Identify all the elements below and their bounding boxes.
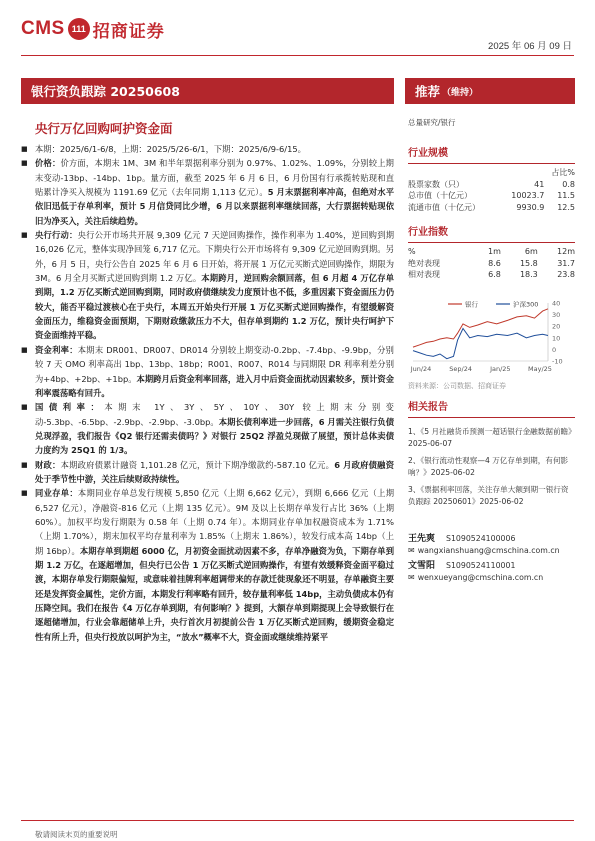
- index-header: %: [408, 247, 416, 257]
- related-report-link[interactable]: 3、《票据利率回落，关注存单大额到期一银行资负跟踪 20250601》2025-06-02: [408, 485, 569, 506]
- index-cell: 23.8: [557, 270, 575, 280]
- headline: 央行万亿回购呵护资金面: [35, 121, 173, 136]
- scale-row-pct: 11.5: [557, 191, 575, 201]
- table-row: [408, 258, 575, 270]
- analyst-email[interactable]: wangxianshuang@cmschina.com.cn: [417, 546, 560, 555]
- email-icon: ✉: [408, 546, 415, 555]
- related-reports-list: [408, 426, 575, 507]
- index-header: 6m: [524, 247, 538, 257]
- header-divider: [21, 55, 574, 56]
- industry-index-section: [408, 223, 575, 281]
- index-cell: 18.3: [519, 270, 538, 280]
- index-row-label: 绝对表现: [408, 258, 440, 268]
- industry-scale-section: [408, 144, 575, 213]
- body-paragraph: [21, 228, 394, 343]
- industry-index-title: 行业指数: [408, 223, 575, 243]
- bold-text: 本期长债利率进一步回落，6 月需关注银行负债兑现浮盈，我们报告《Q2 银行还需卖债吗？》对银行 25Q2 浮盈兑现做了展望，预计总体卖债力度约为 25Q1 的 1/3。: [35, 416, 394, 456]
- paragraph-text: [35, 156, 394, 228]
- logo-cms-text: CMS: [21, 18, 65, 39]
- chart-source: 资料来源：公司数据、招商证券: [408, 382, 506, 390]
- body-text: 本期同业存单总发行规模 5,850 亿元（上期 6,662 亿元），到期 6,666 亿元（上期 6,527 亿元），净融资-816 亿元（上期 135 亿元）。9M 及以上长期存单发行占比 36%（上期 60%）。加权平均发行期限为 0.58 年（上期 0.74 年）。本期同业存单加权融资成本为 1.71%（上期 1.70%），期末加权平均存量利率为 1.85%（上期末 1.86%），较发行成本高 14bp（上期 16bp）。: [35, 488, 394, 556]
- y-tick-label: -10: [552, 357, 563, 366]
- index-cell: 8.6: [488, 258, 501, 268]
- index-cell: 15.8: [519, 258, 538, 268]
- report-title-bar: [21, 78, 394, 104]
- scale-row-label: 股票家数（只）: [408, 179, 464, 189]
- analyst-cert-id: S1090524100006: [446, 534, 516, 543]
- y-tick-label: 20: [552, 322, 561, 331]
- rating-label: 推荐: [415, 84, 441, 99]
- x-tick-label: Sep/24: [449, 365, 473, 373]
- y-tick-label: 10: [552, 334, 561, 343]
- index-cell: 6.8: [488, 270, 501, 280]
- index-header: 12m: [557, 247, 575, 257]
- paragraph-text: [35, 458, 394, 487]
- related-reports-title: 相关报告: [408, 398, 575, 418]
- x-tick-label: May/25: [528, 365, 552, 373]
- body-paragraph: [21, 486, 394, 644]
- index-performance-chart: [408, 297, 575, 375]
- y-tick-label: 40: [552, 299, 561, 308]
- report-date: 2025 年 06 月 09 日: [488, 41, 572, 52]
- table-row: [408, 202, 575, 214]
- series-line-bank: [413, 309, 548, 347]
- scale-row-pct: 12.5: [557, 202, 575, 212]
- bullet-icon: ■: [21, 159, 28, 168]
- body-text: 本期政府债累计融资 1,101.28 亿元，预计下期净缴款约-587.10 亿元。: [60, 459, 335, 470]
- logo-cn-text: 招商证券: [92, 21, 165, 42]
- table-row: [408, 179, 575, 191]
- bold-text: 财政：: [35, 459, 61, 470]
- body-text: 本期末 DR001、DR007、DR014 分别较上期变动-0.2bp、-7.4bp、-9.9bp，分别较 7 天 OMO 利率高出 1bp、13bp、18bp；R001、R007、R014 与同期限 DR 利率利差分别为+4bp、+2bp、+1bp。: [35, 344, 394, 384]
- report-title: 银行资负跟踪 20250608: [31, 84, 180, 99]
- analyst-name: 王先爽: [408, 534, 436, 544]
- bullet-icon: ■: [21, 460, 28, 469]
- bold-text: 央行行动：: [35, 230, 78, 241]
- bullet-icon: ■: [21, 489, 28, 498]
- footer-note: 敬请阅读末页的重要说明: [35, 830, 118, 839]
- series-line-hs300: [413, 329, 548, 359]
- analyst-card: [408, 533, 575, 556]
- x-tick-label: Jun/24: [410, 365, 432, 373]
- related-reports-section: [408, 398, 575, 513]
- y-tick-label: 0: [552, 345, 557, 354]
- body-paragraph: [21, 156, 394, 228]
- scale-row-value: 9930.9: [516, 202, 545, 212]
- bullet-icon: ■: [21, 345, 28, 354]
- body-paragraph: [21, 142, 394, 156]
- body-text: 价方面，本期末 1M、3M 和半年票据利率分别为 0.97%、1.02%、1.09%，分别较上期末变动-13bp、-14bp、1bp。量方面，截至 2025 年 6 月 6 日，6 月份国有行承揽转贴现和直贴累计净买入规模为 1191.69 亿元（去年同期 1,113 亿元）。: [35, 158, 394, 198]
- analyst-email[interactable]: wenxueyang@cmschina.com.cn: [417, 573, 544, 582]
- analyst-name: 文雪阳: [408, 561, 436, 571]
- analyst-card: [408, 560, 575, 583]
- paragraph-text: [35, 486, 394, 644]
- table-row: [408, 190, 575, 202]
- bold-text: 资金利率：: [35, 344, 78, 355]
- body-paragraph: [21, 458, 394, 487]
- bold-text: 6 月政府债融资处于季节性中游，关注后续财政持续性。: [35, 459, 394, 484]
- bullet-icon: ■: [21, 403, 28, 412]
- body-paragraph: [21, 400, 394, 457]
- index-header: 1m: [488, 247, 501, 257]
- table-row: [408, 269, 575, 281]
- scale-col-header: 占比%: [551, 168, 575, 178]
- analyst-info: [408, 533, 575, 587]
- x-tick-label: Jan/25: [490, 365, 511, 373]
- industry-scale-table: [408, 167, 575, 213]
- logo-emblem-icon: 111: [68, 18, 90, 40]
- company-logo: [21, 18, 165, 40]
- bold-text: 5 月末票据利率冲高，但绝对水平依旧迅低于存单利率，预计 5 月信贷同比少增，6 月以来票据利率继续回落，大行票据转贴现依旧为净买入，关注后续趋势。: [35, 187, 394, 226]
- scale-row-value: 41: [534, 179, 545, 189]
- scale-row-value: 10023.7: [511, 191, 545, 201]
- analyst-type: 总量研究/银行: [408, 118, 456, 127]
- scale-row-label: 流通市值（十亿元）: [408, 202, 480, 212]
- bold-text: 本期跨月后资金利率回落，进入月中后资金面扰动因素较多，预计资金利率震荡略有回升。: [35, 373, 394, 398]
- paragraph-text: [35, 228, 394, 343]
- rating-sub-label: （维持）: [442, 87, 479, 98]
- bold-text: 本期存单到期超 6000 亿，月初资金面扰动因素不多，存单净融资为负，下期存单到期 1.2 万亿，在逐超增加，但央行已公告 1 万亿买断式逆回购操作，有望有效缓释资金面平稳过渡，本期存单发行期限偏短，或意味着挂牌利率超调带来的存款迁徙现象还不明显，存单融资主要还是发挥资金属性，定价方面，本期发行利率略有回升，较存量利率低 14bp，主动负债成本仍有压降空间。我们在报告《4 万亿存单到期，有何影响？》提到，大额存单到期提现上会导致银行在逐超储增加，行业会靠超储单上升，央行首次月初提前公告 1 万亿买断式逆回购，缓期资金稳定性有所上升，但央行投放以呵护为主，“放水”概率不大，资金面或继续维持紧平: [35, 545, 394, 642]
- legend-label-bank: 银行: [465, 300, 478, 309]
- body-text: 央行公开市场共开展 9,309 亿元 7 天逆回购操作，操作利率为 1.40%，逆回购到期 16,026 亿元，整体实现净回笼 6,717 亿元。下期央行公开市场将有 9,309 亿元逆回购到期。另外，6 月 5 日，央行公告自 2025 年 6 月 6 日开始，将开展 1 万亿元买断式逆回购操作，期限为 3M。6 月全月买断式逆回购到期 1.2 万亿。: [35, 230, 394, 284]
- bold-text: 价格：: [35, 158, 61, 169]
- bullet-icon: ■: [21, 145, 28, 153]
- paragraph-text: [35, 343, 394, 400]
- paragraph-text: [35, 142, 394, 156]
- paragraph-text: [35, 400, 394, 457]
- footer-divider: [21, 820, 574, 821]
- bullet-icon: ■: [21, 231, 28, 240]
- industry-index-table: [408, 246, 575, 281]
- legend-label-hs300: 沪深300: [513, 300, 539, 309]
- bold-text: 国债利率：: [35, 402, 105, 413]
- email-icon: ✉: [408, 573, 415, 582]
- y-tick-label: 30: [552, 311, 561, 320]
- industry-scale-title: 行业规模: [408, 144, 575, 164]
- body-text: 本期：2025/6/1-6/8，上期：2025/5/26-6/1，下期：2025/6/9-6/15。: [35, 144, 306, 154]
- body-paragraph: [21, 343, 394, 400]
- body-text: 本期末 1Y、3Y、5Y、10Y、30Y 较上期末分别变动-5.3bp、-6.5bp、-2.9bp、-2.9bp、-3.0bp。: [35, 402, 394, 427]
- rating-bar: [405, 78, 575, 104]
- scale-row-label: 总市值（十亿元）: [408, 191, 472, 201]
- bold-text: 本期跨月，逆回购余额回落，但 6 月超 4 万亿存单到期，1.2 万亿买断式逆回购到期，同时政府债继续发力度预计也不低，多重因素下资金面压力仍较大，能否平稳过渡核心在于央行，本周五开始央行开展 1 万亿买断式逆回购操作，有望缓解资金面压力，维稳资金面预期，下期财政缴款压力不大，但存单到期约 1.2 万亿，预计央行呵护下资金面维持平稳。: [35, 273, 394, 341]
- scale-row-pct: 0.8: [562, 179, 575, 189]
- index-cell: 31.7: [557, 258, 575, 268]
- report-body: [21, 142, 394, 644]
- bold-text: 同业存单：: [35, 488, 78, 499]
- index-row-label: 相对表现: [408, 270, 440, 280]
- related-report-link[interactable]: 1、《5 月社融货币预测一超话银行金融数据前瞻》2025-06-07: [408, 427, 572, 448]
- related-report-link[interactable]: 2、《银行流动性观察—4 万亿存单到期，有何影响？》2025-06-02: [408, 456, 569, 477]
- analyst-cert-id: S1090524110001: [446, 561, 516, 570]
